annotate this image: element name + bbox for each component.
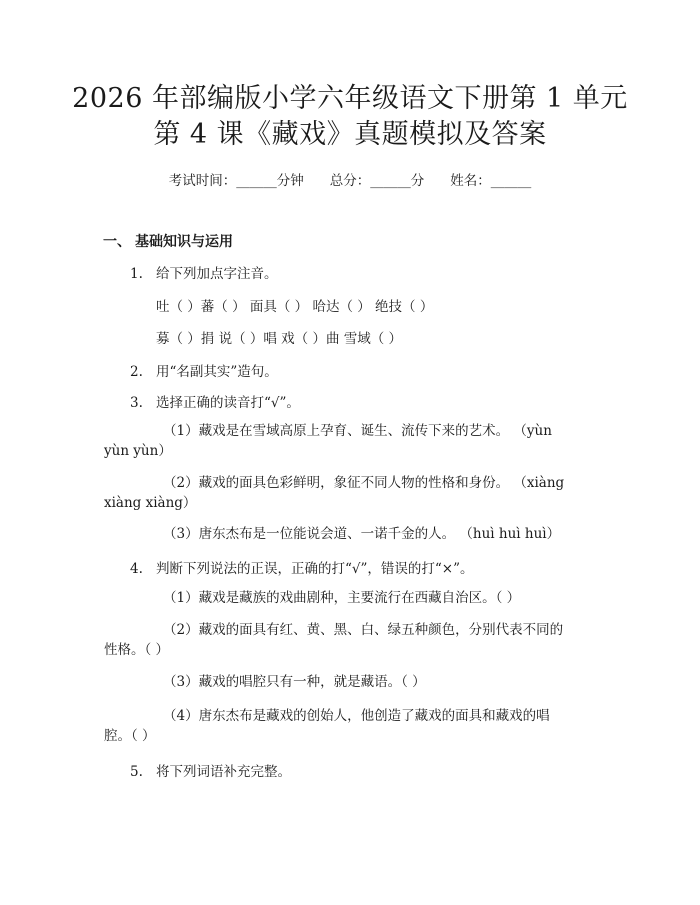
q4-item-4: （4）唐东杰布是藏戏的创始人，他创造了藏戏的面具和藏戏的唱腔。（ ） — [104, 708, 550, 744]
exam-time-field: 考试时间：______分钟 — [168, 173, 304, 189]
section-title: 基础知识与运用 — [135, 234, 233, 250]
pinyin-row-1: 吐（ ）蕃（ ） 面具（ ） 哈达（ ） 绝技（ ） — [156, 299, 434, 315]
q4-item-3: （3）藏戏的唱腔只有一种，就是藏语。（ ） — [163, 674, 426, 690]
question-number: 5. — [130, 764, 143, 780]
pinyin-row-2: 募（ ）捐 说（ ）唱 戏（ ）曲 雪域（ ） — [156, 331, 403, 347]
question-4 — [130, 557, 474, 577]
question-text: 用“名副其实”造句。 — [156, 364, 278, 380]
q3-item-3: （3）唐东杰布是一位能说会道、一诺千金的人。 （huì huì huì） — [163, 526, 561, 542]
q4-item-2: （2）藏戏的面具有红、黄、黑、白、绿五种颜色，分别代表不同的性格。（ ） — [104, 622, 564, 658]
question-2 — [130, 360, 278, 380]
total-score-field: 总分：______分 — [329, 173, 425, 189]
question-5 — [130, 760, 291, 780]
question-text: 判断下列说法的正误，正确的打“√”，错误的打“×”。 — [156, 561, 474, 577]
title-line-2: 第 4 课《藏戏》真题模拟及答案 — [153, 119, 547, 150]
question-number: 2. — [130, 364, 143, 380]
name-field: 姓名：______ — [450, 173, 532, 189]
q3-item-2: （2）藏戏的面具色彩鲜明，象征不同人物的性格和身份。 （xiàng xiàng xiàng） — [104, 475, 565, 511]
q4-item-1: （1）藏戏是藏族的戏曲剧种，主要流行在西藏自治区。（ ） — [163, 590, 521, 606]
exam-meta — [0, 169, 700, 189]
question-number: 3. — [130, 395, 143, 411]
question-text: 将下列词语补充完整。 — [156, 764, 291, 780]
section-heading — [103, 231, 233, 251]
section-number: 一、 — [103, 234, 131, 250]
q3-item-1: （1）藏戏是在雪域高原上孕育、诞生、流传下来的艺术。 （yùn yùn yùn） — [104, 423, 552, 459]
question-text: 给下列加点字注音。 — [156, 266, 278, 282]
question-number: 4. — [130, 561, 143, 577]
title-line-1: 2026 年部编版小学六年级语文下册第 1 单元 — [72, 83, 628, 114]
question-3 — [130, 391, 300, 411]
question-number: 1. — [130, 266, 143, 282]
question-1 — [130, 262, 278, 282]
question-text: 选择正确的读音打“√”。 — [156, 395, 300, 411]
